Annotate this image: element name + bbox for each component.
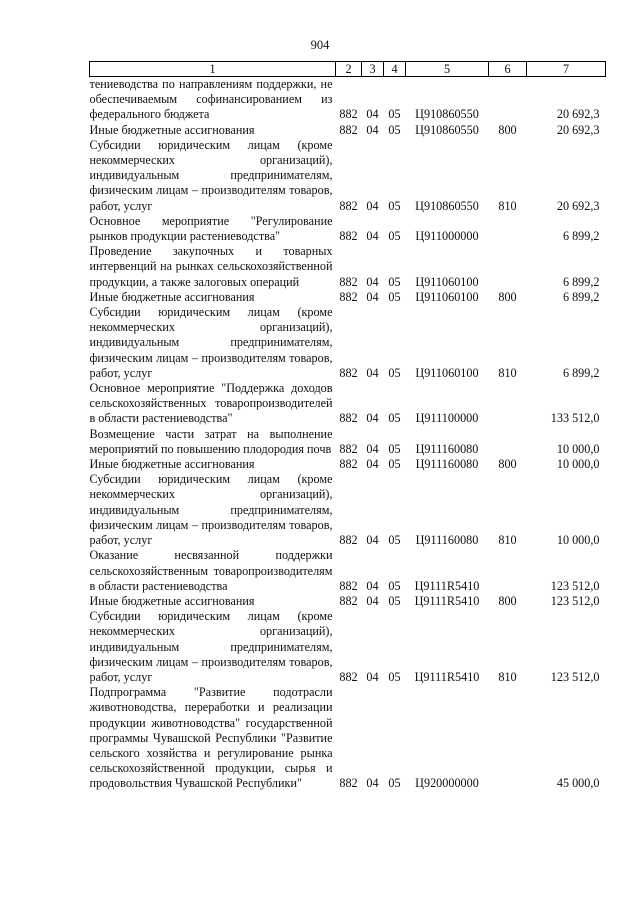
row-amount: 123 512,0 [550,578,600,593]
row-subsection-code: 05 [388,107,401,122]
table-header [90,62,606,77]
row-expense-type [489,214,527,244]
row-amount: 6 899,2 [562,229,600,244]
table-row [90,472,606,548]
table-row [90,77,606,123]
row-ved-code: 882 [339,289,358,304]
row-expense-type: 800 [498,289,517,304]
row-amount: 10 000,0 [556,457,600,472]
table-row [90,457,606,472]
row-subsection-code: 05 [388,122,401,137]
row-section-code: 04 [366,198,379,213]
row-expense-type [489,427,527,457]
row-ved-code: 882 [339,274,358,289]
row-subsection-code: 05 [388,365,401,380]
row-target-article: Ц910860550 [415,107,479,122]
table-row [90,138,606,214]
header-col-4: 4 [384,62,406,77]
table-row [90,290,606,305]
row-ved-code: 882 [339,365,358,380]
row-section-code: 04 [366,578,379,593]
row-section-code: 04 [366,669,379,684]
table-row [90,244,606,290]
row-name: Иные бюджетные ассигнования [89,593,255,608]
row-target-article: Ц911160080 [415,457,479,472]
row-ved-code: 882 [339,229,358,244]
row-ved-code: 882 [339,533,358,548]
row-name: Основное мероприятие "Регулирование рынков продукции растениеводства" [89,213,333,244]
row-subsection-code: 05 [388,533,401,548]
budget-table [89,61,606,792]
row-expense-type: 800 [498,593,517,608]
row-section-code: 04 [366,411,379,426]
row-target-article: Ц910860550 [415,122,479,137]
header-col-3: 3 [362,62,384,77]
table-row [90,123,606,138]
row-section-code: 04 [366,122,379,137]
table-row [90,427,606,457]
row-subsection-code: 05 [388,229,401,244]
row-name: Возмещение части затрат на выполнение мероприятий по повышению плодородия почв [89,426,333,456]
row-subsection-code: 05 [388,411,401,426]
row-ved-code: 882 [339,669,358,684]
table-row [90,548,606,594]
row-ved-code: 882 [339,441,358,456]
row-target-article: Ц911100000 [415,411,479,426]
row-ved-code: 882 [339,411,358,426]
header-col-6: 6 [489,62,527,77]
row-name: Иные бюджетные ассигнования [89,289,255,304]
header-row [90,62,606,77]
header-col-1: 1 [90,62,336,77]
table-row [90,594,606,609]
row-expense-type [489,685,527,791]
row-expense-type [489,381,527,427]
table-row [90,381,606,427]
row-name: Проведение закупочных и товарных интервенций на рынках сельскохозяйственной продукции, а также залоговых операций [89,244,333,289]
row-section-code: 04 [366,776,379,791]
header-col-5: 5 [406,62,489,77]
row-ved-code: 882 [339,776,358,791]
row-name: Субсидии юридическим лицам (кроме некоммерческих организаций), индивидуальным предпринимателям, физическим лицам – производителям товаров, работ, услуг [89,305,333,380]
row-name: тениеводства по направлениям поддержки, не обеспечиваемым софинансированием из федерального бюджета [89,77,333,122]
row-expense-type: 810 [498,533,517,548]
row-target-article: Ц911160080 [415,441,479,456]
row-amount: 123 512,0 [550,593,600,608]
row-expense-type: 810 [498,198,517,213]
row-target-article: Ц920000000 [415,776,479,791]
row-expense-type [489,244,527,290]
row-name: Субсидии юридическим лицам (кроме некоммерческих организаций), индивидуальным предпринимателям, физическим лицам – производителям товаров, работ, услуг [89,472,333,548]
table-row [90,609,606,685]
row-target-article: Ц9111R5410 [414,669,480,684]
row-target-article: Ц910860550 [415,198,479,213]
table-row [90,685,606,791]
row-target-article: Ц911160080 [415,533,479,548]
row-amount: 10 000,0 [556,441,600,456]
row-subsection-code: 05 [388,441,401,456]
row-ved-code: 882 [339,122,358,137]
row-section-code: 04 [366,365,379,380]
row-name: Иные бюджетные ассигнования [89,457,255,472]
row-target-article: Ц9111R5410 [414,593,480,608]
row-name: Подпрограмма "Развитие подотрасли животноводства, переработки и реализации продукции животноводства" государственной программы Чувашской Республики "Развитие сельского хозяйства и регулирование рынка сельскохозяйственной продукции, сырья и продовольствия Чувашской Республики" [89,685,333,791]
row-section-code: 04 [366,274,379,289]
row-name: Оказание несвязанной поддержки сельскохозяйственным товаропроизводителям в области растениеводства [89,548,333,593]
row-amount: 6 899,2 [562,274,600,289]
header-col-7: 7 [527,62,606,77]
row-section-code: 04 [366,593,379,608]
row-amount: 20 692,3 [556,198,600,213]
row-amount: 133 512,0 [550,411,600,426]
row-expense-type: 800 [498,122,517,137]
page-number: 904 [310,38,330,52]
row-section-code: 04 [366,457,379,472]
row-subsection-code: 05 [388,776,401,791]
row-name: Субсидии юридическим лицам (кроме некоммерческих организаций), индивидуальным предпринимателям, физическим лицам – производителям товаров, работ, услуг [89,609,333,684]
row-subsection-code: 05 [388,578,401,593]
row-target-article: Ц911060100 [415,365,479,380]
row-target-article: Ц911060100 [415,274,479,289]
row-target-article: Ц911000000 [415,229,479,244]
row-name: Субсидии юридическим лицам (кроме некоммерческих организаций), индивидуальным предпринимателям, физическим лицам – производителям товаров, работ, услуг [89,137,333,213]
row-expense-type [489,77,527,123]
row-name: Иные бюджетные ассигнования [89,122,255,137]
row-ved-code: 882 [339,198,358,213]
row-amount: 10 000,0 [556,533,600,548]
row-amount: 45 000,0 [556,776,600,791]
table-body [90,77,606,792]
row-subsection-code: 05 [388,457,401,472]
header-col-2: 2 [336,62,362,77]
row-section-code: 04 [366,289,379,304]
row-expense-type [489,548,527,594]
row-amount: 20 692,3 [556,107,600,122]
row-target-article: Ц911060100 [415,289,479,304]
row-subsection-code: 05 [388,289,401,304]
table-row [90,305,606,381]
row-subsection-code: 05 [388,274,401,289]
row-name: Основное мероприятие "Поддержка доходов сельскохозяйственных товаропроизводителей в области растениеводства" [89,381,333,426]
row-ved-code: 882 [339,578,358,593]
row-expense-type: 810 [498,669,517,684]
table-row [90,214,606,244]
row-expense-type: 800 [498,457,517,472]
row-ved-code: 882 [339,457,358,472]
row-ved-code: 882 [339,107,358,122]
row-subsection-code: 05 [388,593,401,608]
row-ved-code: 882 [339,593,358,608]
row-subsection-code: 05 [388,198,401,213]
row-target-article: Ц9111R5410 [414,578,480,593]
row-amount: 123 512,0 [550,669,600,684]
row-section-code: 04 [366,441,379,456]
row-expense-type: 810 [498,365,517,380]
row-section-code: 04 [366,533,379,548]
row-amount: 6 899,2 [562,365,600,380]
row-amount: 6 899,2 [562,289,600,304]
row-amount: 20 692,3 [556,122,600,137]
row-section-code: 04 [366,229,379,244]
row-subsection-code: 05 [388,669,401,684]
row-section-code: 04 [366,107,379,122]
